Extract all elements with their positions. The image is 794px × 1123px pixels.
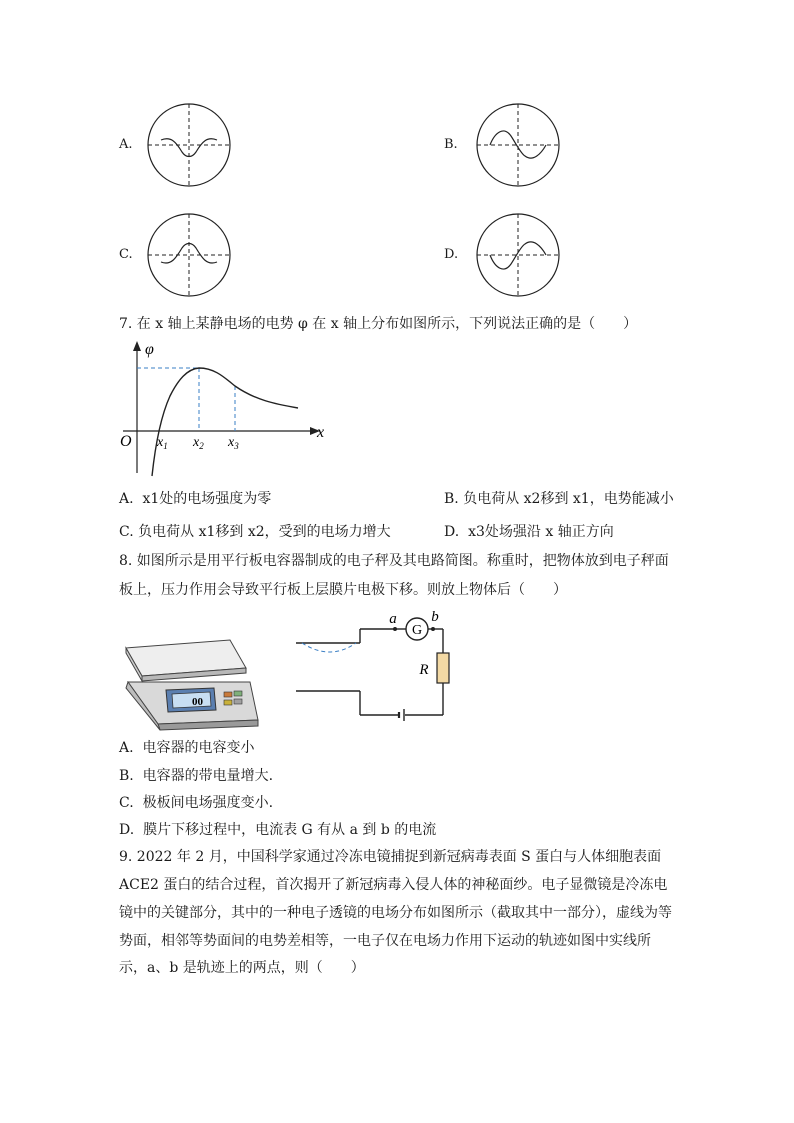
- q7-option-b[interactable]: B. 负电荷从 x2移到 x1，电势能减小: [444, 491, 674, 507]
- resistor-label: R: [419, 662, 429, 678]
- capacitor-circuit-diagram: [290, 605, 460, 730]
- q7-option-a-text: x1处的电场强度为零: [142, 491, 272, 507]
- q7-option-c[interactable]: C. 负电荷从 x1移到 x2，受到的电场力增大: [119, 524, 391, 540]
- node-b-label: b: [431, 609, 439, 625]
- y-axis-label: φ: [145, 341, 154, 358]
- q8-option-c[interactable]: C. 极板间电场强度变小.: [119, 795, 274, 811]
- q9-stem-line2: ACE2 蛋白的结合过程，首次揭开了新冠病毒入侵人体的神秘面纱。电子显微镜是冷冻电: [119, 877, 668, 893]
- q7-option-b-text: 负电荷从 x2移到 x1，电势能减小: [463, 491, 674, 507]
- q6-option-d-label[interactable]: D.: [444, 247, 459, 262]
- tick-x2: $x_2$: [193, 435, 204, 451]
- q9-stem-line1: 9. 2022 年 2 月，中国科学家通过冷冻电镜捕捉到新冠病毒表面 S 蛋白与人体细胞表面: [119, 849, 662, 865]
- q7-option-c-text: 负电荷从 x1移到 x2，受到的电场力增大: [138, 524, 391, 540]
- deformed-membrane: [302, 643, 356, 652]
- q7-option-d[interactable]: D. x3处场强沿 x 轴正方向: [444, 524, 614, 540]
- q6-option-a-label[interactable]: A.: [119, 137, 133, 152]
- x-axis-label: x: [317, 424, 325, 441]
- galvanometer-label: G: [411, 623, 423, 638]
- q6-option-c-label[interactable]: C.: [119, 247, 133, 262]
- tick-x3: $x_3$: [228, 435, 239, 451]
- q8-option-a[interactable]: A. 电容器的电容变小: [119, 740, 255, 756]
- potential-curve: [152, 368, 298, 476]
- q7-option-a[interactable]: A. x1处的电场强度为零: [119, 491, 272, 507]
- q7-option-d-text: x3处场强沿 x 轴正方向: [468, 524, 614, 540]
- y-axis-arrow-icon: [133, 341, 141, 351]
- node-a-label: a: [389, 611, 397, 627]
- origin-label: O: [120, 433, 132, 450]
- q9-stem-line3: 镜中的关键部分，其中的一种电子透镜的电场分布如图所示（截取其中一部分），虚线为等: [119, 905, 672, 921]
- resistor: [437, 653, 449, 683]
- q6-option-a-waveform[interactable]: [146, 102, 232, 188]
- q8-stem-line2: 板上，压力作用会导致平行板上层膜片电极下移。则放上物体后（ ）: [119, 582, 567, 598]
- q8-stem-line1: 8. 如图所示是用平行板电容器制成的电子秤及其电路简图。称重时，把物体放到电子秤面: [119, 553, 669, 569]
- q8-option-d[interactable]: D. 膜片下移过程中，电流表 G 有从 a 到 b 的电流: [119, 822, 437, 838]
- tick-x1: $x_1$: [157, 435, 168, 451]
- q8-option-b[interactable]: B. 电容器的带电量增大.: [119, 768, 274, 784]
- q9-stem-line5: 示，a、b 是轨迹上的两点，则（ ）: [119, 960, 365, 976]
- q6-option-b-label[interactable]: B.: [444, 137, 458, 152]
- q6-option-b-waveform[interactable]: [475, 102, 561, 188]
- q7-stem: 7. 在 x 轴上某静电场的电势 φ 在 x 轴上分布如图所示，下列说法正确的是（ ）: [119, 316, 638, 332]
- q7-potential-graph: [115, 338, 335, 478]
- q9-stem-line4: 势面，相邻等势面间的电势差相等，一电子仅在电场力作用下运动的轨迹如图中实线所: [119, 933, 651, 949]
- q6-option-d-waveform[interactable]: [475, 212, 561, 298]
- electronic-scale-illustration: [120, 632, 265, 732]
- scale-display-readout: 00: [192, 696, 203, 708]
- q6-option-c-waveform[interactable]: [146, 212, 232, 298]
